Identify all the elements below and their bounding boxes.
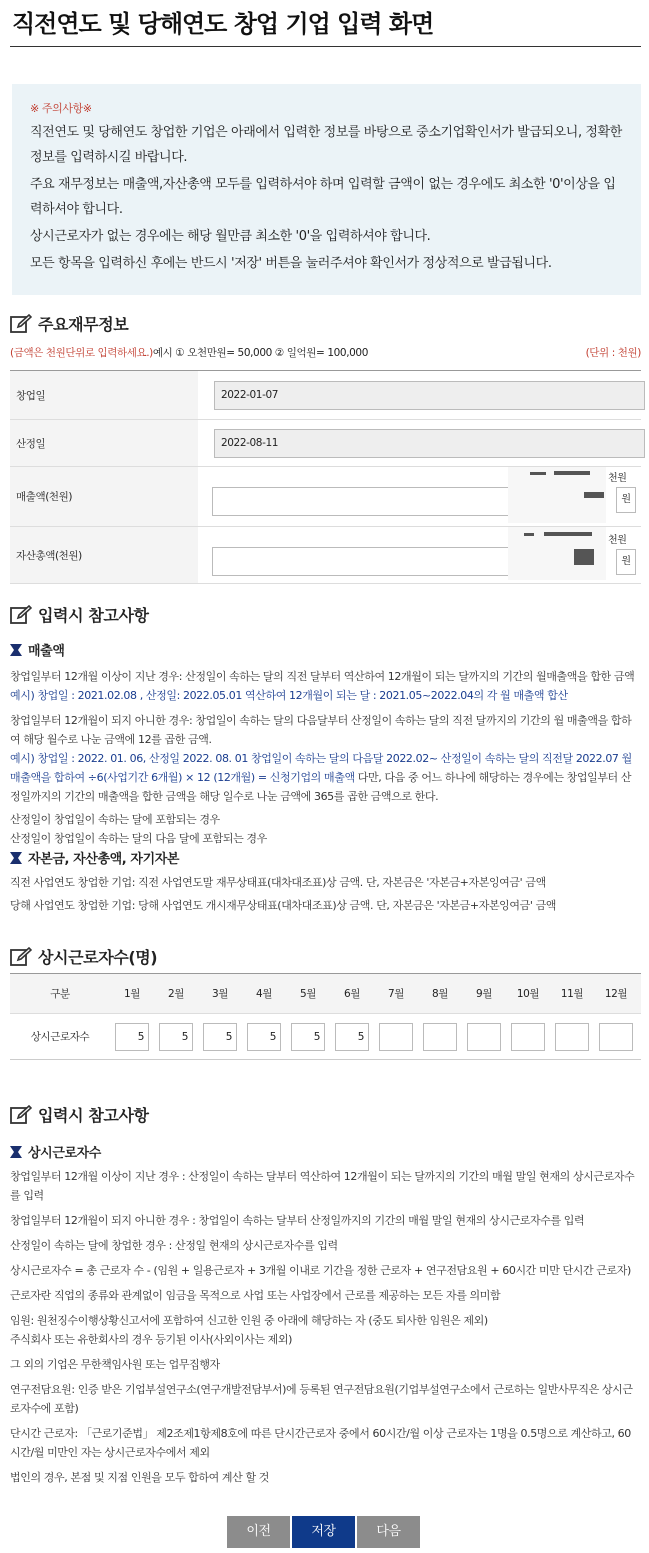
notice-line: 상시근로자가 없는 경우에는 해당 월만큼 최소한 '0'을 입력하셔야 합니다.	[30, 229, 431, 244]
ref2-line: 창업일부터 12개월 이상이 지난 경우 : 산정일이 속하는 달부터 역산하여 12개월이 되는 달까지의 기간의 매월 말일 현재의 상시근로자수를 입력	[10, 1170, 635, 1202]
next-button[interactable]: 다음	[357, 1516, 420, 1548]
sales-subheading-label: 매출액	[28, 644, 65, 659]
month-header: 4월	[255, 988, 273, 1000]
ref2-line: 단시간 근로자: 「근로기준법」 제2조제1항제8호에 따른 단시간근로자 중에서 60시간/월 이상 근로자는 1명을 0.5명으로 계산하고, 60시간/월 미만인 자는 상시근로자수에서 제외	[10, 1427, 631, 1459]
month-input[interactable]	[379, 1023, 413, 1051]
button-bar	[227, 1516, 420, 1548]
month-header: 8월	[431, 988, 449, 1000]
finance-row-calc	[10, 420, 641, 467]
finance-heading-label: 주요재무정보	[38, 315, 129, 334]
ref1-body	[10, 640, 641, 921]
sales-input[interactable]	[212, 487, 519, 516]
ref1-line: 창업일부터 12개월이 되지 아니한 경우: 창업일이 속하는 달의 다음달부터 산정일이 속하는 달의 직전 달까지의 기간의 월 매출액을 합하여 해당 월수로 나눈 금액에 12를 곱한 금액.	[10, 714, 632, 746]
notice-line: 모든 항목을 입력하신 후에는 반드시 '저장' 버튼을 눌러주셔야 확인서가 정상적으로 발급됩니다.	[30, 256, 552, 271]
edit-icon	[10, 314, 32, 334]
unit-note	[10, 345, 641, 360]
founding-date-label: 창업일	[10, 371, 198, 419]
assets-unit-box: 원	[616, 549, 636, 575]
month-header: 9월	[475, 988, 493, 1000]
month-header: 7월	[387, 988, 405, 1000]
calc-date-field: 2022-08-11	[214, 429, 645, 458]
ref1-line: 산정일이 창업일이 속하는 달의 다음 달에 포함되는 경우	[10, 832, 267, 845]
month-header: 11월	[560, 988, 584, 1000]
ref1-line: 창업일부터 12개월 이상이 지난 경우: 산정일이 속하는 달의 직전 달부터 역산하여 12개월이 되는 달까지의 기간의 월매출액을 합한 금액	[10, 670, 635, 683]
month-input[interactable]	[467, 1023, 501, 1051]
assets-input[interactable]	[212, 547, 519, 576]
ref2-heading-label: 입력시 참고사항	[38, 1106, 149, 1125]
ref1-heading	[10, 603, 149, 626]
ref2-line: 근로자란 직업의 종류와 관계없이 임금을 목적으로 사업 또는 사업장에서 근로를 제공하는 모든 자를 의미함	[10, 1289, 501, 1302]
employees-data-row	[10, 1014, 641, 1060]
notice-line: 주요 재무정보는 매출액,자산총액 모두를 입력하셔야 하며 입력할 금액이 없는 경우에도 최소한 '0'이상을 입력하셔야 합니다.	[30, 177, 616, 217]
notice-box	[12, 84, 641, 295]
ref2-line: 창업일부터 12개월이 되지 아니한 경우 : 창업일이 속하는 달부터 산정일까지의 기간의 매월 말일 현재의 상시근로자수를 입력	[10, 1214, 585, 1227]
title-divider	[10, 46, 641, 47]
ref2-body	[10, 1142, 641, 1493]
ref2-heading	[10, 1103, 149, 1126]
bullet-icon	[10, 644, 22, 656]
month-header: 12월	[604, 988, 628, 1000]
sales-label: 매출액(천원)	[10, 467, 198, 526]
ref2-line: 법인의 경우, 본점 및 지점 인원을 모두 합하여 계산 할 것	[10, 1471, 270, 1484]
employees-heading-label: 상시근로자수(명)	[38, 948, 158, 967]
bullet-icon	[10, 1146, 22, 1158]
redacted-mark	[530, 472, 546, 475]
sales-unit-label: 천원	[608, 473, 627, 484]
month-input[interactable]	[555, 1023, 589, 1051]
finance-row-assets	[10, 527, 641, 584]
month-header: 3월	[211, 988, 229, 1000]
month-input[interactable]	[511, 1023, 545, 1051]
employees-subheading	[10, 1142, 641, 1161]
redacted-mark	[574, 549, 594, 565]
unit-note-example: 예시 ① 오천만원= 50,000 ② 일억원= 100,000	[152, 347, 368, 359]
ref1-line	[10, 749, 641, 806]
ref1-heading-label: 입력시 참고사항	[38, 606, 149, 625]
finance-table	[10, 370, 641, 584]
month-input[interactable]: 5	[335, 1023, 369, 1051]
month-header: 2월	[167, 988, 185, 1000]
month-input[interactable]: 5	[247, 1023, 281, 1051]
col-header: 구분	[50, 988, 70, 1000]
ref1-line: 당해 사업연도 창업한 기업: 당해 사업연도 개시재무상태표(대차대조표)상 금액. 단, 자본금은 '자본금+자본잉여금' 금액	[10, 899, 557, 912]
ref2-line: 산정일이 속하는 달에 창업한 경우 : 산정일 현재의 상시근로자수를 입력	[10, 1239, 338, 1252]
edit-icon	[10, 1105, 32, 1125]
capital-subheading-label: 자본금, 자산총액, 자기자본	[28, 852, 180, 867]
ref1-example: 예시) 창업일 : 2022. 01. 06, 산정일 2022. 08. 01 창업일이 속하는 달의 다음달 2022.02~ 산정일이 속하는 달의 직전달 2022.07 월 매출액을 합하여 ÷6(사업기간 6개월) × 12 (12개월) = 신청기업의 매출액	[10, 752, 632, 784]
month-header: 6월	[343, 988, 361, 1000]
redacted-mark	[544, 532, 592, 536]
page-title: 직전연도 및 당해연도 창업 기업 입력 화면	[12, 10, 434, 38]
sales-unit-box: 원	[616, 487, 636, 513]
redacted-mark	[554, 471, 590, 475]
ref2-line: 임원: 원천징수이행상황신고서에 포함하여 신고한 인원 중 아래에 해당하는 자 (중도 퇴사한 임원은 제외) 주식회사 또는 유한회사의 경우 등기된 이사(사외이사는 제외)	[10, 1314, 488, 1346]
ref2-line: 상시근로자수 = 총 근로자 수 - (임원 + 일용근로자 + 3개월 이내로 기간을 정한 근로자 + 연구전담요원 + 60시간 미만 단시간 근로자)	[10, 1264, 631, 1277]
month-input[interactable]	[423, 1023, 457, 1051]
month-input[interactable]: 5	[203, 1023, 237, 1051]
employees-header-row	[10, 974, 641, 1014]
unit-right: (단위 : 천원)	[585, 347, 641, 359]
employees-heading	[10, 945, 157, 968]
sales-subheading	[10, 640, 641, 659]
ref2-line: 연구전담요원: 인증 받은 기업부설연구소(연구개발전담부서)에 등록된 연구전담요원(기업부설연구소에서 근로하는 일반사무직은 상시근로자수에 포함)	[10, 1383, 633, 1415]
ref1-line: 직전 사업연도 창업한 기업: 직전 사업연도말 재무상태표(대차대조표)상 금액. 단, 자본금은 '자본금+자본잉여금' 금액	[10, 876, 546, 889]
ref1-note: 다만, 다음 중 어느 하나에 해당하는 경우에는 창업일부터 산정일까지의 기간의 매출액을 합한 금액을 해당 일수로 나눈 금액에 365를 곱한 금액으로 한다.	[10, 771, 632, 803]
month-input[interactable]	[599, 1023, 633, 1051]
month-header: 5월	[299, 988, 317, 1000]
assets-label: 자산총액(천원)	[10, 527, 198, 583]
capital-subheading	[10, 848, 641, 867]
finance-heading	[10, 312, 128, 335]
finance-row-founding	[10, 371, 641, 420]
month-header: 10월	[516, 988, 540, 1000]
month-input[interactable]: 5	[291, 1023, 325, 1051]
notice-line: 직전연도 및 당해연도 창업한 기업은 아래에서 입력한 정보를 바탕으로 중소기업확인서가 발급되오니, 정확한 정보를 입력하시길 바랍니다.	[30, 125, 622, 165]
employees-subheading-label: 상시근로자수	[28, 1146, 101, 1161]
month-input[interactable]: 5	[115, 1023, 149, 1051]
ref1-line: 산정일이 창업일이 속하는 달에 포함되는 경우	[10, 813, 220, 826]
founding-date-field: 2022-01-07	[214, 381, 645, 410]
unit-note-red: (금액은 천원단위로 입력하세요.)	[10, 347, 153, 359]
month-input[interactable]: 5	[159, 1023, 193, 1051]
edit-icon	[10, 947, 32, 967]
finance-row-sales	[10, 467, 641, 527]
save-button[interactable]: 저장	[292, 1516, 355, 1548]
notice-warning: ※ 주의사항※	[30, 102, 92, 115]
prev-button[interactable]: 이전	[227, 1516, 290, 1548]
redacted-mark	[584, 492, 604, 498]
bullet-icon	[10, 852, 22, 864]
redacted-mark	[524, 533, 534, 536]
edit-icon	[10, 605, 32, 625]
ref2-line: 그 외의 기업은 무한책임사원 또는 업무집행자	[10, 1358, 220, 1371]
row-label: 상시근로자수	[30, 1031, 90, 1043]
employees-table	[10, 973, 641, 1060]
calc-date-label: 산정일	[10, 420, 198, 466]
assets-unit-label: 천원	[608, 535, 627, 546]
ref1-example: 예시) 창업일 : 2021.02.08 , 산정일: 2022.05.01 역산하여 12개월이 되는 달 : 2021.05~2022.04의 각 월 매출액 합산	[10, 689, 568, 702]
month-header: 1월	[123, 988, 141, 1000]
